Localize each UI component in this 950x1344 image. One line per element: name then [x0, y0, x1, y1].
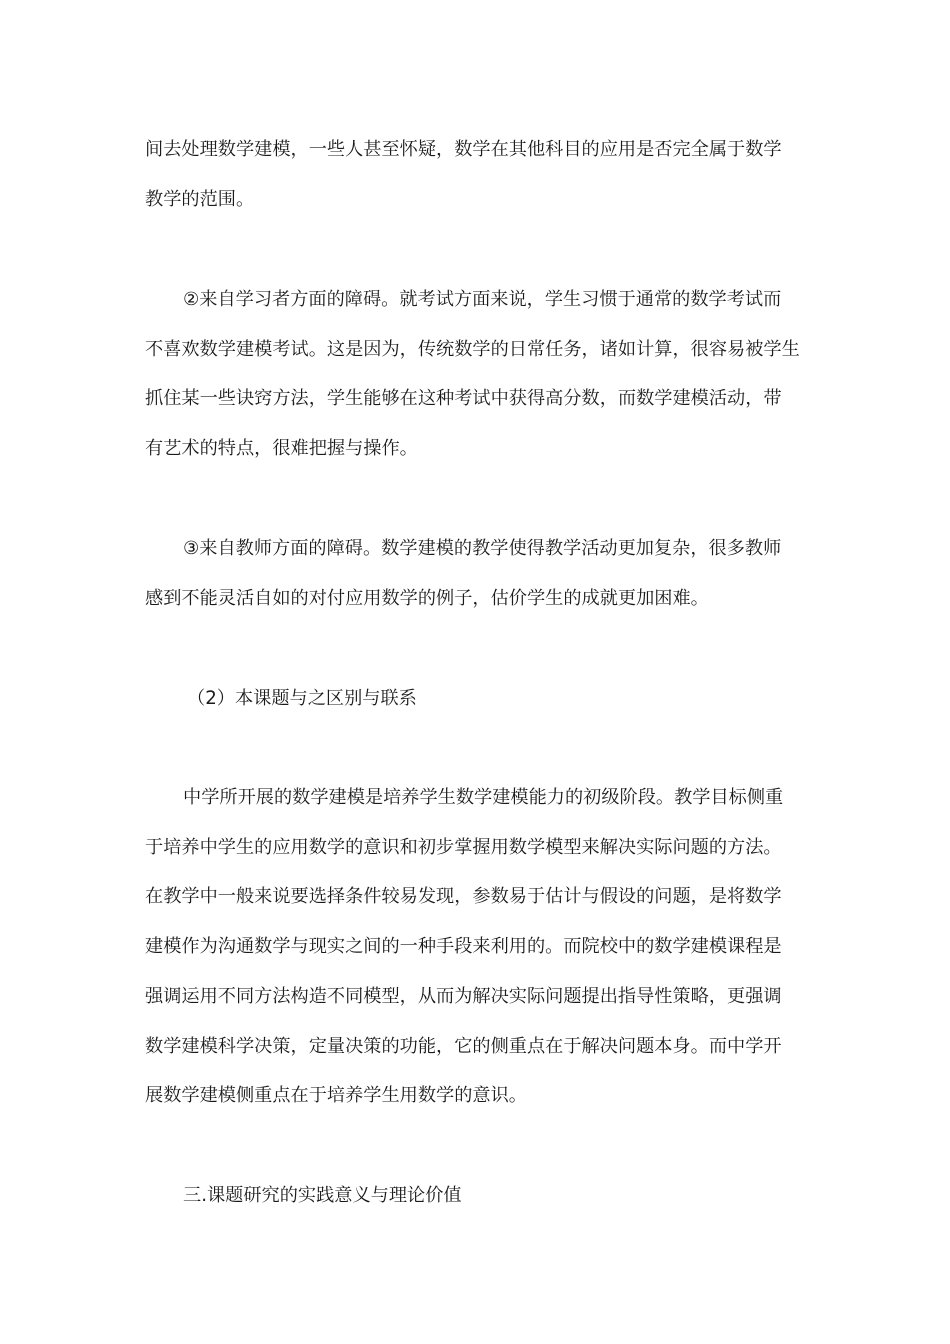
section-heading: 三.课题研究的实践意义与理论价值	[183, 1185, 462, 1206]
paragraph-line: 展数学建模侧重点在于培养学生用数学的意识。	[145, 1085, 527, 1106]
paragraph-line: 在教学中一般来说要选择条件较易发现，参数易于估计与假设的问题，是将数学	[145, 886, 782, 907]
paragraph-line: 不喜欢数学建模考试。这是因为，传统数学的日常任务，诸如计算，很容易被学生	[145, 339, 800, 360]
paragraph-line: ②来自学习者方面的障碍。就考试方面来说，学生习惯于通常的数学考试而	[183, 289, 782, 310]
paragraph-line: 抓住某一些诀窍方法，学生能够在这种考试中获得高分数，而数学建模活动，带	[145, 388, 782, 409]
paragraph-line: 中学所开展的数学建模是培养学生数学建模能力的初级阶段。教学目标侧重	[183, 787, 784, 808]
paragraph-line: 有艺术的特点，很难把握与操作。	[145, 438, 418, 459]
paragraph-line: 建模作为沟通数学与现实之间的一种手段来利用的。而院校中的数学建模课程是	[145, 936, 782, 957]
paragraph-line: 强调运用不同方法构造不同模型，从而为解决实际问题提出指导性策略，更强调	[145, 986, 782, 1007]
paragraph-line: 教学的范围。	[145, 189, 255, 210]
section-subheading: （2）本课题与之区别与联系	[187, 688, 417, 709]
paragraph-line: 于培养中学生的应用数学的意识和初步掌握用数学模型来解决实际问题的方法。	[145, 837, 782, 858]
paragraph-line: 间去处理数学建模，一些人甚至怀疑，数学在其他科目的应用是否完全属于数学	[145, 139, 782, 160]
paragraph-line: ③来自教师方面的障碍。数学建模的教学使得教学活动更加复杂，很多教师	[183, 538, 782, 559]
paragraph-line: 感到不能灵活自如的对付应用数学的例子，估价学生的成就更加困难。	[145, 588, 709, 609]
paragraph-line: 数学建模科学决策，定量决策的功能，它的侧重点在于解决问题本身。而中学开	[145, 1036, 782, 1057]
